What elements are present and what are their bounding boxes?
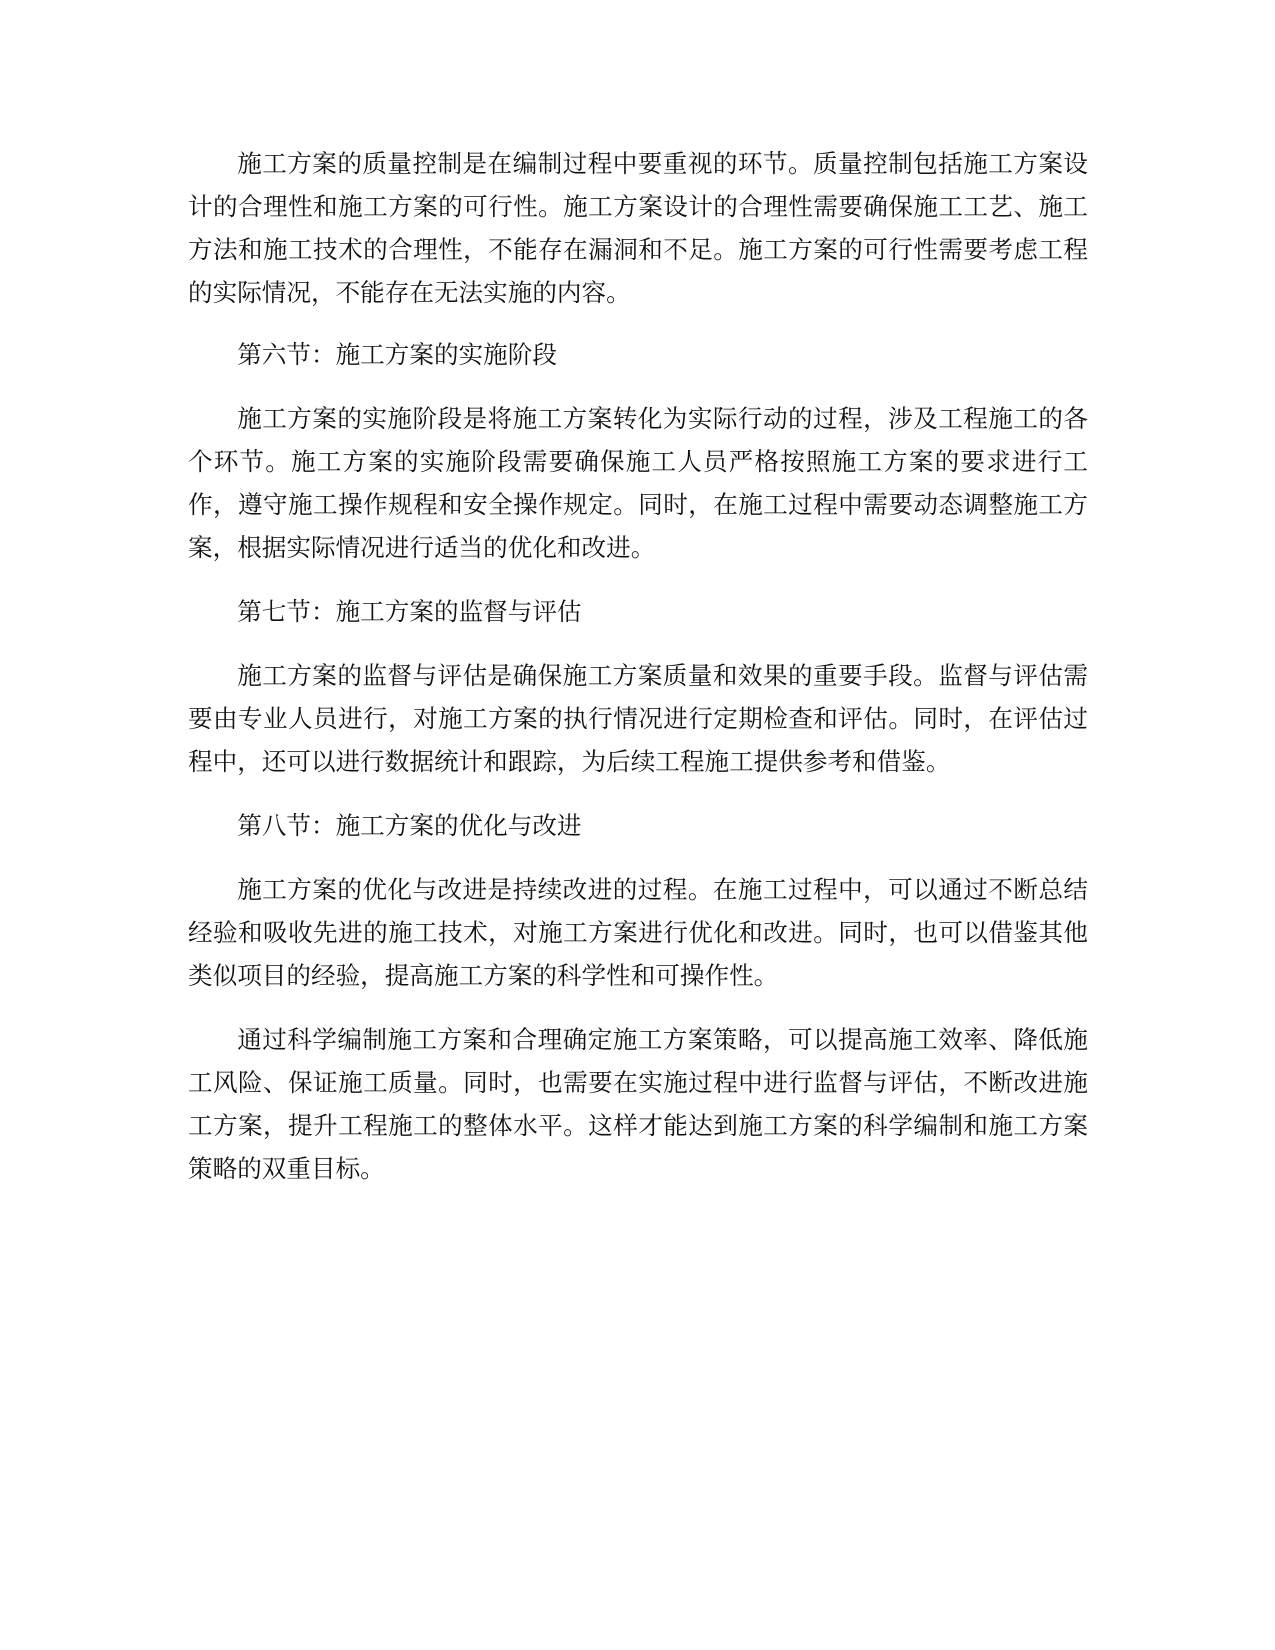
document-body [188, 142, 1088, 1211]
paragraph-implementation: 施工方案的实施阶段是将施工方案转化为实际行动的过程，涉及工程施工的各个环节。施工方案的实施阶段需要确保施工人员严格按照施工方案的要求进行工作，遵守施工操作规程和安全操作规定。同时，在施工过程中需要动态调整施工方案，根据实际情况进行适当的优化和改进。 [188, 404, 1088, 562]
section-heading-8: 第八节：施工方案的优化与改进 [237, 811, 582, 840]
paragraph-quality-control: 施工方案的质量控制是在编制过程中要重视的环节。质量控制包括施工方案设计的合理性和施工方案的可行性。施工方案设计的合理性需要确保施工工艺、施工方法和施工技术的合理性，不能存在漏洞和不足。施工方案的可行性需要考虑工程的实际情况，不能存在无法实施的内容。 [188, 149, 1088, 307]
section-heading-7: 第七节：施工方案的监督与评估 [237, 597, 582, 626]
section-heading-6: 第六节：施工方案的实施阶段 [237, 340, 557, 369]
paragraph-optimization: 施工方案的优化与改进是持续改进的过程。在施工过程中，可以通过不断总结经验和吸收先进的施工技术，对施工方案进行优化和改进。同时，也可以借鉴其他类似项目的经验，提高施工方案的科学性和可操作性。 [188, 875, 1088, 990]
paragraph-supervision: 施工方案的监督与评估是确保施工方案质量和效果的重要手段。监督与评估需要由专业人员进行，对施工方案的执行情况进行定期检查和评估。同时，在评估过程中，还可以进行数据统计和跟踪，为后续工程施工提供参考和借鉴。 [188, 661, 1088, 776]
paragraph-conclusion: 通过科学编制施工方案和合理确定施工方案策略，可以提高施工效率、降低施工风险、保证施工质量。同时，也需要在实施过程中进行监督与评估，不断改进施工方案，提升工程施工的整体水平。这样才能达到施工方案的科学编制和施工方案策略的双重目标。 [188, 1025, 1088, 1183]
